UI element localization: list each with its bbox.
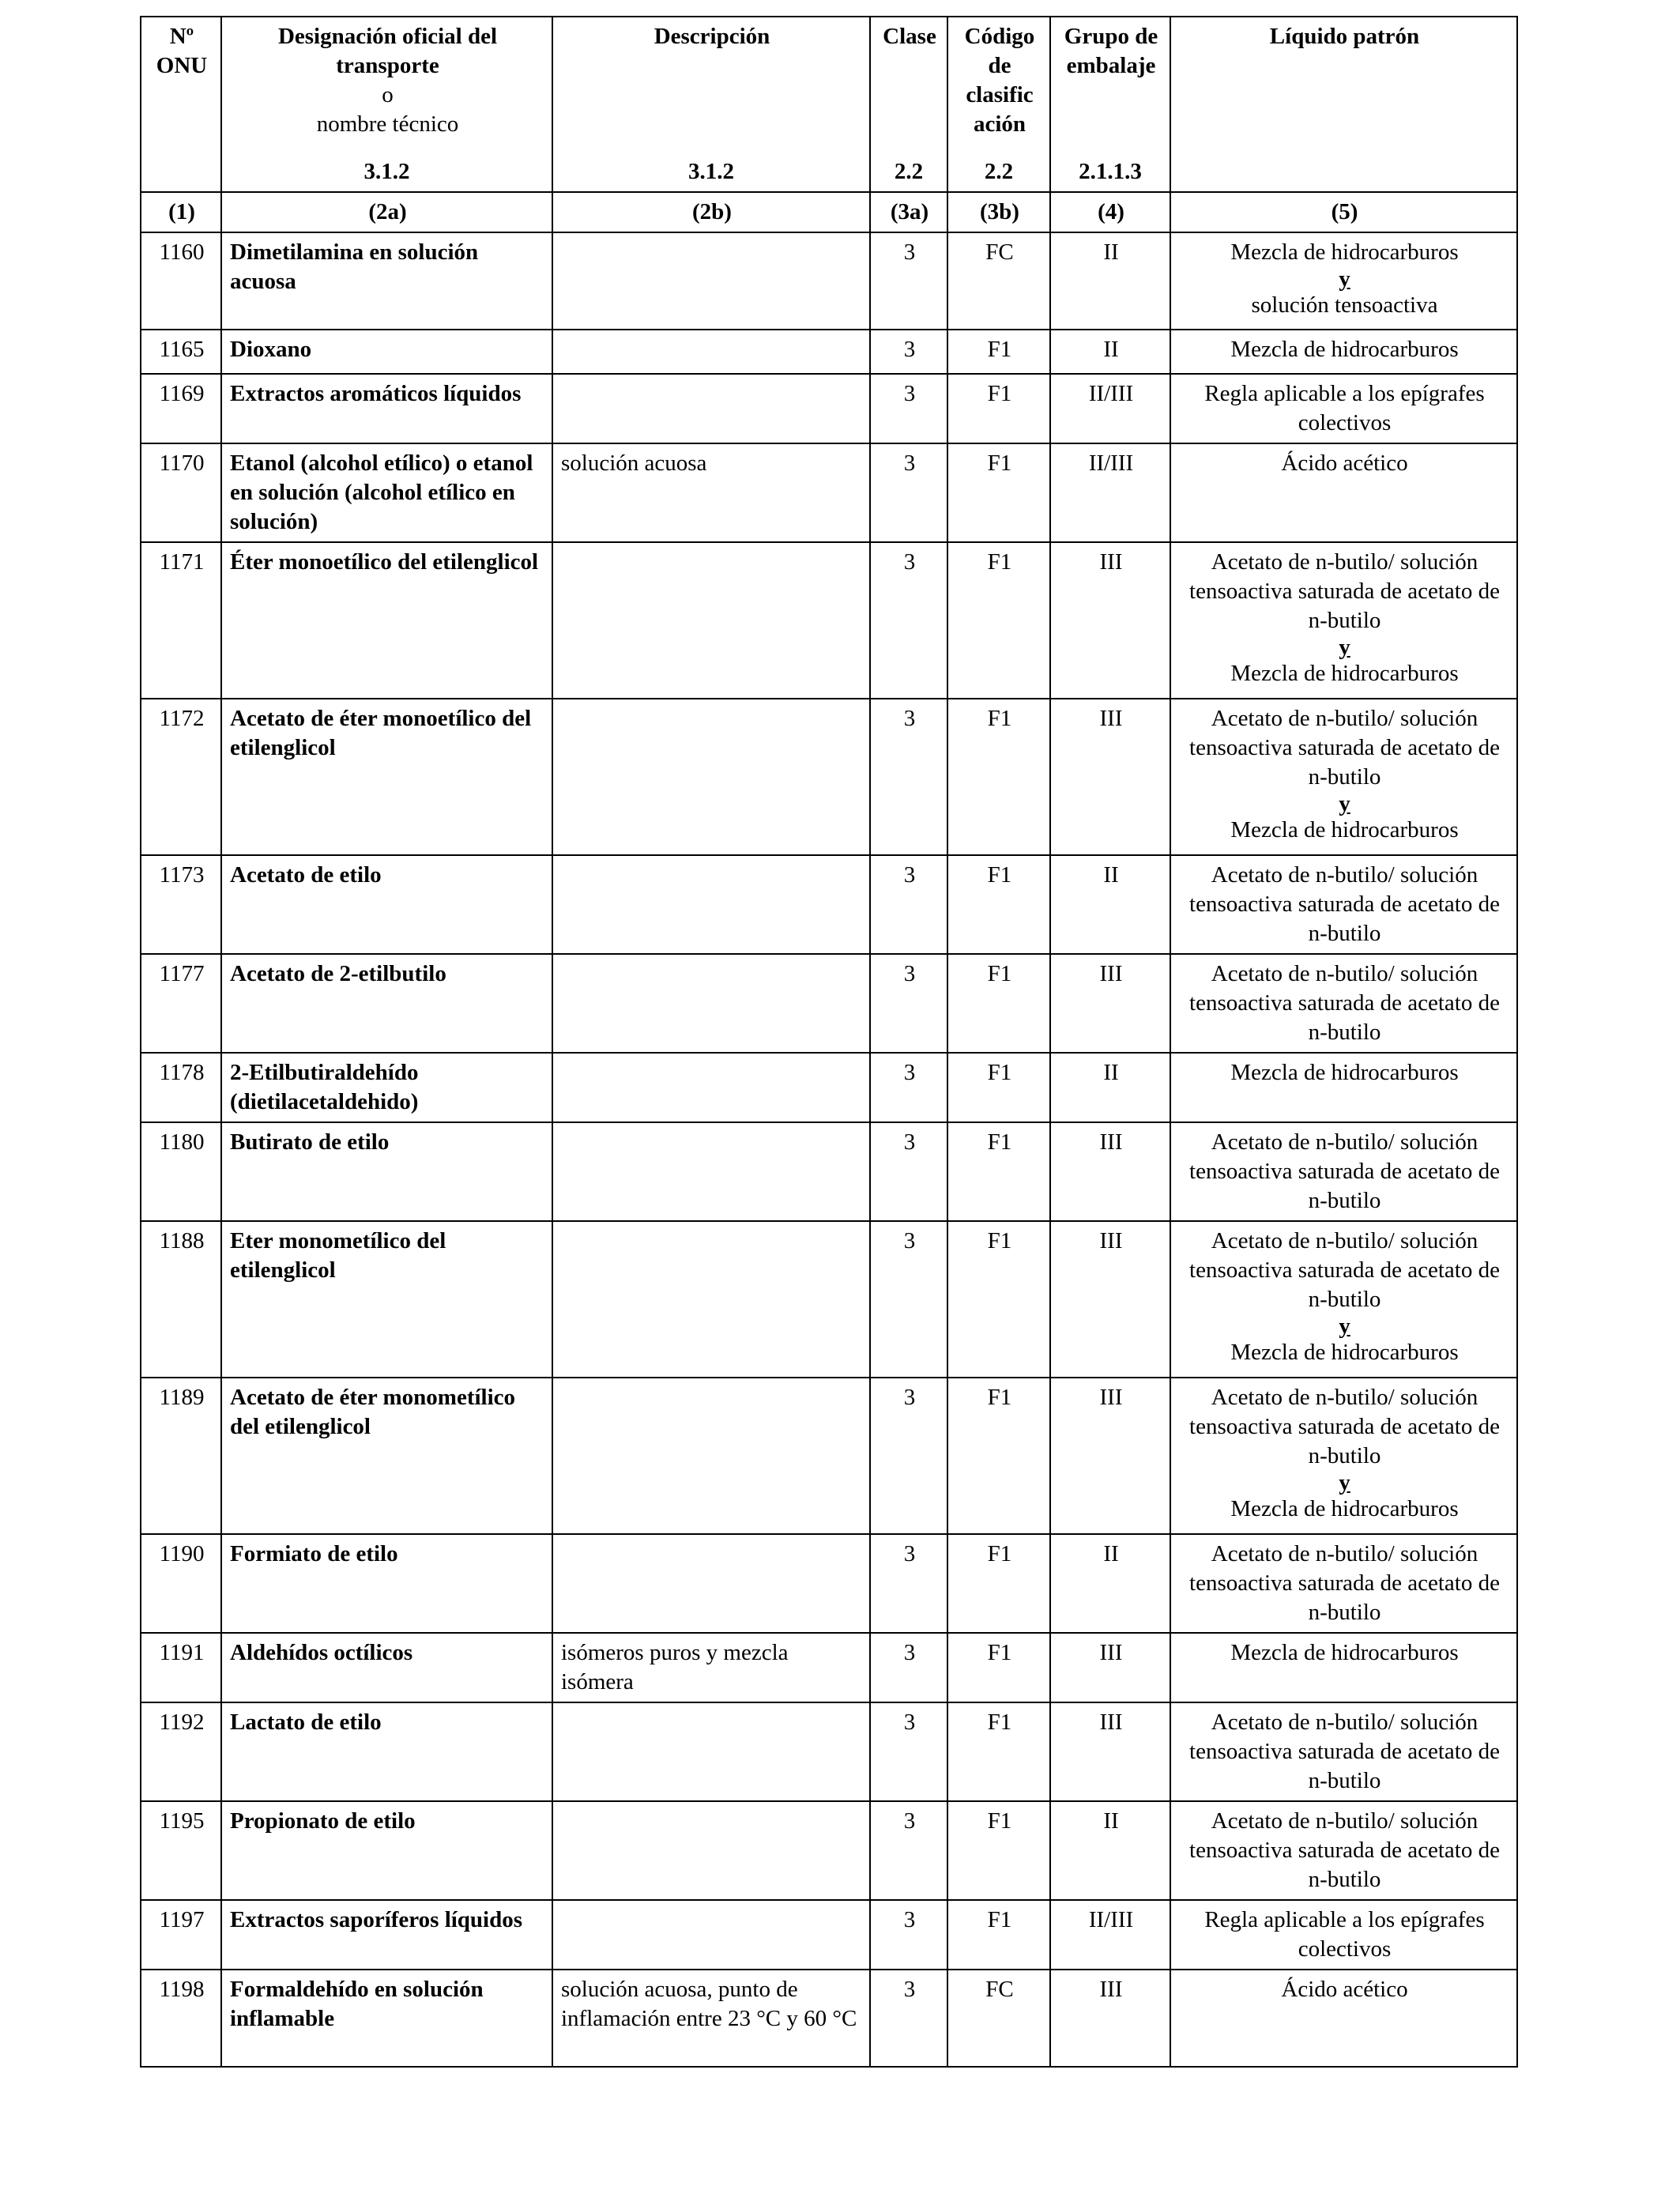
un-number-cell: 1188 bbox=[141, 1221, 221, 1378]
standard-liquid-cell bbox=[1170, 232, 1517, 330]
header-description-ref: 3.1.2 bbox=[688, 159, 734, 184]
un-number-cell: 1198 bbox=[141, 1970, 221, 2067]
un-number-cell: 1192 bbox=[141, 1702, 221, 1801]
designation-cell: Éter monoetílico del etilenglicol bbox=[221, 542, 552, 699]
un-number-cell: 1160 bbox=[141, 232, 221, 330]
designation-cell: Extractos saporíferos líquidos bbox=[221, 1900, 552, 1970]
table-row bbox=[141, 699, 1517, 855]
standard-liquid-cell bbox=[1170, 330, 1517, 374]
dangerous-goods-table bbox=[140, 16, 1518, 2068]
class-cell: 3 bbox=[870, 855, 947, 954]
conjunction-text: y bbox=[1339, 791, 1350, 816]
designation-cell: Butirato de etilo bbox=[221, 1122, 552, 1221]
description-cell bbox=[552, 1702, 870, 1801]
standard-liquid-text: Mezcla de hidrocarburos bbox=[1230, 1496, 1459, 1521]
class-cell: 3 bbox=[870, 374, 947, 443]
designation-cell: Etanol (alcohol etílico) o etanol en solución (alcohol etílico en solución) bbox=[221, 443, 552, 542]
packing-group-cell: III bbox=[1050, 1702, 1170, 1801]
un-number-cell: 1170 bbox=[141, 443, 221, 542]
standard-liquid-cell bbox=[1170, 1970, 1517, 2067]
un-number-cell: 1195 bbox=[141, 1801, 221, 1900]
class-cell: 3 bbox=[870, 1633, 947, 1702]
standard-liquid-text: Ácido acético bbox=[1281, 1977, 1408, 2002]
designation-cell: Eter monometílico del etilenglicol bbox=[221, 1221, 552, 1378]
designation-cell: Formaldehído en solución inflamable bbox=[221, 1970, 552, 2067]
classification-code-cell: F1 bbox=[947, 1053, 1050, 1122]
header-designation-ref: 3.1.2 bbox=[363, 159, 410, 184]
classification-code-cell: F1 bbox=[947, 1801, 1050, 1900]
standard-liquid-text: Mezcla de hidrocarburos bbox=[1230, 1060, 1459, 1085]
table-row bbox=[141, 1221, 1517, 1378]
table-row bbox=[141, 330, 1517, 374]
packing-group-cell: II bbox=[1050, 1053, 1170, 1122]
standard-liquid-cell bbox=[1170, 1221, 1517, 1378]
designation-cell: Propionato de etilo bbox=[221, 1801, 552, 1900]
header-classification-code bbox=[947, 17, 1050, 192]
designation-cell: Extractos aromáticos líquidos bbox=[221, 374, 552, 443]
conjunction-text: y bbox=[1339, 266, 1350, 292]
standard-liquid-text: Acetato de n-butilo/ solución tensoactiva saturada de acetato de n-butilo bbox=[1189, 706, 1500, 790]
packing-group-cell: II bbox=[1050, 1801, 1170, 1900]
description-cell bbox=[552, 954, 870, 1053]
packing-group-cell: III bbox=[1050, 1633, 1170, 1702]
header-class bbox=[870, 17, 947, 192]
standard-liquid-cell bbox=[1170, 1122, 1517, 1221]
standard-liquid-cell bbox=[1170, 1702, 1517, 1801]
header-packing-group bbox=[1050, 17, 1170, 192]
table-row bbox=[141, 1702, 1517, 1801]
classification-code-cell: F1 bbox=[947, 542, 1050, 699]
description-cell bbox=[552, 855, 870, 954]
header-designation-label: Designación oficial del transporte bbox=[277, 24, 498, 78]
designation-cell: Dioxano bbox=[221, 330, 552, 374]
designation-cell: Acetato de éter monometílico del etilenglicol bbox=[221, 1378, 552, 1534]
class-cell: 3 bbox=[870, 330, 947, 374]
table-row bbox=[141, 1053, 1517, 1122]
packing-group-cell: III bbox=[1050, 1378, 1170, 1534]
packing-group-cell: II bbox=[1050, 855, 1170, 954]
header-standard-liquid bbox=[1170, 17, 1517, 192]
designation-cell: Formiato de etilo bbox=[221, 1534, 552, 1633]
standard-liquid-text: Acetato de n-butilo/ solución tensoactiva saturada de acetato de n-butilo bbox=[1189, 1129, 1500, 1213]
table-row bbox=[141, 1970, 1517, 2067]
standard-liquid-text: Mezcla de hidrocarburos bbox=[1230, 1340, 1459, 1365]
designation-cell: Lactato de etilo bbox=[221, 1702, 552, 1801]
class-cell: 3 bbox=[870, 542, 947, 699]
packing-group-cell: III bbox=[1050, 542, 1170, 699]
column-number: (5) bbox=[1170, 192, 1517, 232]
un-number-cell: 1180 bbox=[141, 1122, 221, 1221]
un-number-cell: 1191 bbox=[141, 1633, 221, 1702]
standard-liquid-text: Acetato de n-butilo/ solución tensoactiva saturada de acetato de n-butilo bbox=[1189, 1541, 1500, 1625]
classification-code-cell: F1 bbox=[947, 855, 1050, 954]
column-number: (2b) bbox=[552, 192, 870, 232]
description-cell bbox=[552, 1801, 870, 1900]
header-designation-or: o bbox=[382, 82, 394, 107]
standard-liquid-text: Regla aplicable a los epígrafes colectivos bbox=[1204, 381, 1485, 435]
packing-group-cell: II/III bbox=[1050, 1900, 1170, 1970]
classification-code-cell: F1 bbox=[947, 1702, 1050, 1801]
standard-liquid-cell bbox=[1170, 1633, 1517, 1702]
classification-code-cell: F1 bbox=[947, 1378, 1050, 1534]
description-cell: isómeros puros y mezcla isómera bbox=[552, 1633, 870, 1702]
class-cell: 3 bbox=[870, 232, 947, 330]
column-number: (2a) bbox=[221, 192, 552, 232]
description-cell bbox=[552, 1221, 870, 1378]
packing-group-cell: II/III bbox=[1050, 443, 1170, 542]
standard-liquid-text: Mezcla de hidrocarburos bbox=[1230, 661, 1459, 686]
conjunction-text: y bbox=[1339, 1314, 1350, 1339]
description-cell: solución acuosa bbox=[552, 443, 870, 542]
column-number: (3a) bbox=[870, 192, 947, 232]
table-row bbox=[141, 1534, 1517, 1633]
table-row bbox=[141, 542, 1517, 699]
column-number-row bbox=[141, 192, 1517, 232]
table-row bbox=[141, 1633, 1517, 1702]
standard-liquid-cell bbox=[1170, 1378, 1517, 1534]
standard-liquid-cell bbox=[1170, 443, 1517, 542]
class-cell: 3 bbox=[870, 443, 947, 542]
packing-group-cell: III bbox=[1050, 954, 1170, 1053]
un-number-cell: 1197 bbox=[141, 1900, 221, 1970]
un-number-cell: 1178 bbox=[141, 1053, 221, 1122]
standard-liquid-text: Mezcla de hidrocarburos bbox=[1230, 1640, 1459, 1665]
classification-code-cell: F1 bbox=[947, 1633, 1050, 1702]
class-cell: 3 bbox=[870, 1378, 947, 1534]
un-number-cell: 1190 bbox=[141, 1534, 221, 1633]
class-cell: 3 bbox=[870, 1122, 947, 1221]
un-number-cell: 1171 bbox=[141, 542, 221, 699]
un-number-cell: 1165 bbox=[141, 330, 221, 374]
standard-liquid-text: Ácido acético bbox=[1281, 450, 1408, 476]
header-un-number bbox=[141, 17, 221, 192]
classification-code-cell: F1 bbox=[947, 330, 1050, 374]
description-cell bbox=[552, 232, 870, 330]
description-cell bbox=[552, 330, 870, 374]
column-number: (1) bbox=[141, 192, 221, 232]
class-cell: 3 bbox=[870, 1900, 947, 1970]
standard-liquid-text: Regla aplicable a los epígrafes colectivos bbox=[1204, 1907, 1485, 1962]
designation-cell: Dimetilamina en solución acuosa bbox=[221, 232, 552, 330]
standard-liquid-text: Acetato de n-butilo/ solución tensoactiva saturada de acetato de n-butilo bbox=[1189, 1228, 1500, 1312]
designation-cell: 2-Etilbutiraldehído (dietilacetaldehido) bbox=[221, 1053, 552, 1122]
standard-liquid-text: Acetato de n-butilo/ solución tensoactiva saturada de acetato de n-butilo bbox=[1189, 862, 1500, 946]
packing-group-cell: II bbox=[1050, 1534, 1170, 1633]
standard-liquid-cell bbox=[1170, 954, 1517, 1053]
standard-liquid-cell bbox=[1170, 1534, 1517, 1633]
description-cell bbox=[552, 699, 870, 855]
class-cell: 3 bbox=[870, 1534, 947, 1633]
header-packing-group-ref: 2.1.1.3 bbox=[1079, 159, 1142, 184]
column-number: (4) bbox=[1050, 192, 1170, 232]
table-row bbox=[141, 1122, 1517, 1221]
header-description bbox=[552, 17, 870, 192]
header-designation bbox=[221, 17, 552, 192]
classification-code-cell: F1 bbox=[947, 443, 1050, 542]
designation-cell: Acetato de etilo bbox=[221, 855, 552, 954]
packing-group-cell: III bbox=[1050, 1122, 1170, 1221]
table-row bbox=[141, 374, 1517, 443]
table-row bbox=[141, 1900, 1517, 1970]
table-header bbox=[141, 17, 1517, 232]
header-row bbox=[141, 17, 1517, 192]
standard-liquid-text: Mezcla de hidrocarburos bbox=[1230, 337, 1459, 362]
header-class-ref: 2.2 bbox=[894, 159, 924, 184]
standard-liquid-text: Acetato de n-butilo/ solución tensoactiva saturada de acetato de n-butilo bbox=[1189, 1710, 1500, 1793]
classification-code-cell: F1 bbox=[947, 1534, 1050, 1633]
packing-group-cell: III bbox=[1050, 1221, 1170, 1378]
header-designation-technical: nombre técnico bbox=[316, 111, 459, 137]
standard-liquid-cell bbox=[1170, 699, 1517, 855]
packing-group-cell: II/III bbox=[1050, 374, 1170, 443]
standard-liquid-cell bbox=[1170, 1900, 1517, 1970]
table-row bbox=[141, 232, 1517, 330]
column-number: (3b) bbox=[947, 192, 1050, 232]
standard-liquid-cell bbox=[1170, 542, 1517, 699]
header-classification-code-label: Código de clasific ación bbox=[964, 24, 1035, 137]
un-number-cell: 1172 bbox=[141, 699, 221, 855]
class-cell: 3 bbox=[870, 1702, 947, 1801]
un-number-cell: 1169 bbox=[141, 374, 221, 443]
standard-liquid-text: Mezcla de hidrocarburos bbox=[1230, 239, 1459, 265]
table-row bbox=[141, 1378, 1517, 1534]
classification-code-cell: FC bbox=[947, 1970, 1050, 2067]
standard-liquid-cell bbox=[1170, 1801, 1517, 1900]
table-body bbox=[141, 232, 1517, 2067]
standard-liquid-cell bbox=[1170, 1053, 1517, 1122]
header-packing-group-label: Grupo de embalaje bbox=[1064, 24, 1158, 78]
header-classification-code-ref: 2.2 bbox=[984, 159, 1014, 184]
conjunction-text: y bbox=[1339, 1470, 1350, 1495]
standard-liquid-text: Mezcla de hidrocarburos bbox=[1230, 817, 1459, 843]
classification-code-cell: FC bbox=[947, 232, 1050, 330]
description-cell bbox=[552, 1378, 870, 1534]
description-cell bbox=[552, 1900, 870, 1970]
standard-liquid-text: Acetato de n-butilo/ solución tensoactiva saturada de acetato de n-butilo bbox=[1189, 549, 1500, 633]
class-cell: 3 bbox=[870, 699, 947, 855]
classification-code-cell: F1 bbox=[947, 374, 1050, 443]
description-cell bbox=[552, 1534, 870, 1633]
header-un-number-label: Nº ONU bbox=[156, 24, 208, 78]
standard-liquid-text: solución tensoactiva bbox=[1251, 292, 1438, 318]
description-cell bbox=[552, 1053, 870, 1122]
table-row bbox=[141, 1801, 1517, 1900]
packing-group-cell: III bbox=[1050, 1970, 1170, 2067]
class-cell: 3 bbox=[870, 954, 947, 1053]
designation-cell: Aldehídos octílicos bbox=[221, 1633, 552, 1702]
header-class-label: Clase bbox=[883, 24, 936, 49]
standard-liquid-text: Acetato de n-butilo/ solución tensoactiva saturada de acetato de n-butilo bbox=[1189, 1385, 1500, 1468]
class-cell: 3 bbox=[870, 1053, 947, 1122]
classification-code-cell: F1 bbox=[947, 1122, 1050, 1221]
standard-liquid-cell bbox=[1170, 855, 1517, 954]
class-cell: 3 bbox=[870, 1801, 947, 1900]
un-number-cell: 1173 bbox=[141, 855, 221, 954]
description-cell bbox=[552, 374, 870, 443]
class-cell: 3 bbox=[870, 1970, 947, 2067]
document-page bbox=[140, 16, 1516, 2068]
packing-group-cell: II bbox=[1050, 232, 1170, 330]
header-standard-liquid-label: Líquido patrón bbox=[1269, 24, 1420, 49]
classification-code-cell: F1 bbox=[947, 1900, 1050, 1970]
classification-code-cell: F1 bbox=[947, 954, 1050, 1053]
table-row bbox=[141, 443, 1517, 542]
standard-liquid-text: Acetato de n-butilo/ solución tensoactiva saturada de acetato de n-butilo bbox=[1189, 961, 1500, 1045]
un-number-cell: 1189 bbox=[141, 1378, 221, 1534]
un-number-cell: 1177 bbox=[141, 954, 221, 1053]
table-row bbox=[141, 855, 1517, 954]
header-description-label: Descripción bbox=[654, 24, 770, 49]
designation-cell: Acetato de éter monoetílico del etilenglicol bbox=[221, 699, 552, 855]
conjunction-text: y bbox=[1339, 635, 1350, 660]
description-cell bbox=[552, 1122, 870, 1221]
class-cell: 3 bbox=[870, 1221, 947, 1378]
description-cell bbox=[552, 542, 870, 699]
description-cell: solución acuosa, punto de inflamación entre 23 °C y 60 °C bbox=[552, 1970, 870, 2067]
standard-liquid-cell bbox=[1170, 374, 1517, 443]
standard-liquid-text: Acetato de n-butilo/ solución tensoactiva saturada de acetato de n-butilo bbox=[1189, 1808, 1500, 1892]
packing-group-cell: III bbox=[1050, 699, 1170, 855]
table-row bbox=[141, 954, 1517, 1053]
packing-group-cell: II bbox=[1050, 330, 1170, 374]
classification-code-cell: F1 bbox=[947, 699, 1050, 855]
classification-code-cell: F1 bbox=[947, 1221, 1050, 1378]
designation-cell: Acetato de 2-etilbutilo bbox=[221, 954, 552, 1053]
